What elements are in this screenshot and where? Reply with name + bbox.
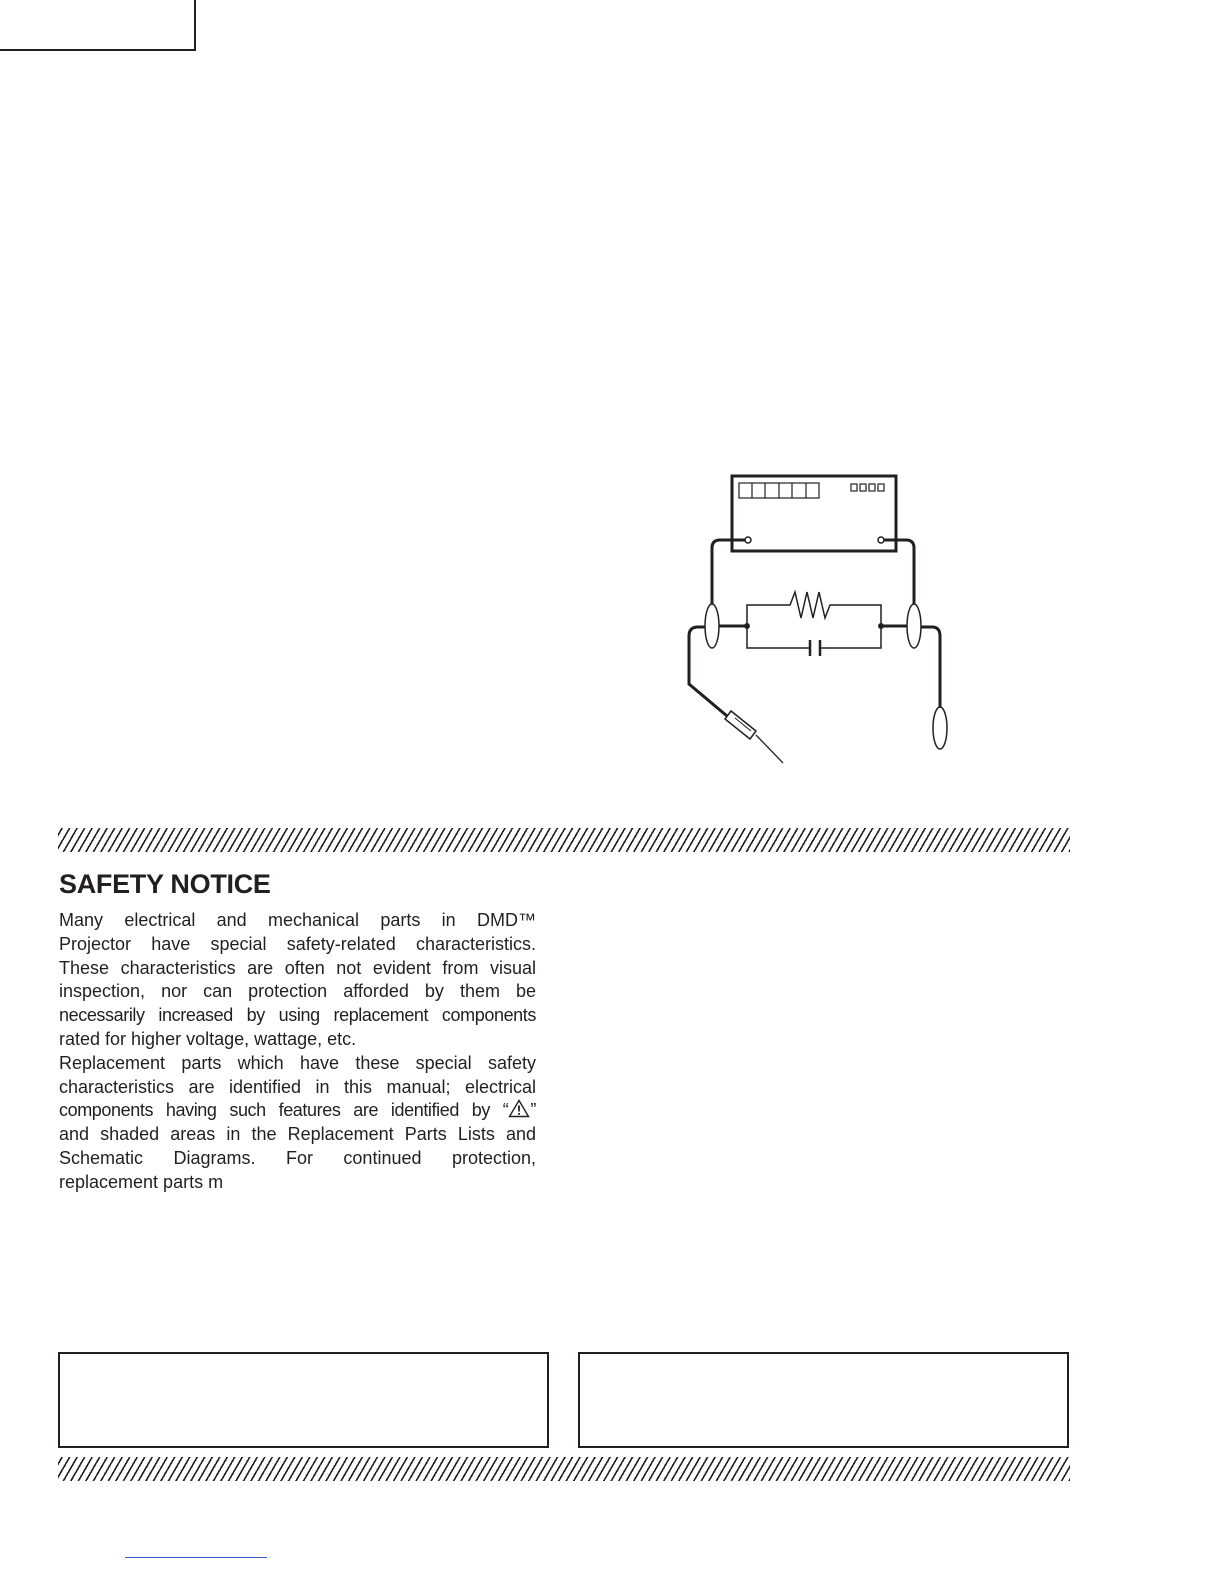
resistor-capacitor-network <box>745 592 883 656</box>
notice-line: and shaded areas in the Replacement Parts Lists and <box>59 1124 536 1145</box>
safety-notice-body <box>59 909 536 1195</box>
notice-line: Projector have special safety-related characteristics. <box>59 933 536 954</box>
warning-triangle-icon <box>508 1099 530 1118</box>
notice-box-left <box>58 1352 549 1448</box>
hatched-divider-top <box>58 828 1070 852</box>
safety-notice-title: SAFETY NOTICE <box>59 869 271 899</box>
notice-line-with-symbol <box>59 1099 536 1123</box>
leakage-test-circuit-diagram <box>680 470 970 770</box>
notice-line-text: components having such features are identified by “ <box>59 1100 509 1121</box>
notice-line: Schematic Diagrams. For continued protection, <box>59 1147 536 1168</box>
notice-line: characteristics are identified in this manual; electrical <box>59 1076 536 1097</box>
probe <box>725 711 783 763</box>
notice-line: Many electrical and mechanical parts in DMD™ <box>59 910 536 930</box>
notice-line-text: ” <box>530 1100 536 1121</box>
page-corner-box <box>0 0 196 51</box>
hatched-divider-bottom <box>58 1457 1070 1481</box>
notice-line: Replacement parts which have these special safety <box>59 1052 536 1073</box>
notice-line: inspection, nor can protection afforded by them be <box>59 981 536 1002</box>
test-leads <box>689 540 940 716</box>
notice-line: rated for higher voltage, wattage, etc. <box>59 1028 357 1049</box>
footer-link-underline[interactable] <box>125 1557 267 1558</box>
notice-line: replacement parts m <box>59 1171 224 1192</box>
ac-voltmeter-meter <box>732 476 896 551</box>
notice-line: These characteristics are often not evident from visual <box>59 957 536 978</box>
notice-line: necessarily increased by using replacement components <box>59 1005 536 1026</box>
notice-box-right <box>578 1352 1069 1448</box>
